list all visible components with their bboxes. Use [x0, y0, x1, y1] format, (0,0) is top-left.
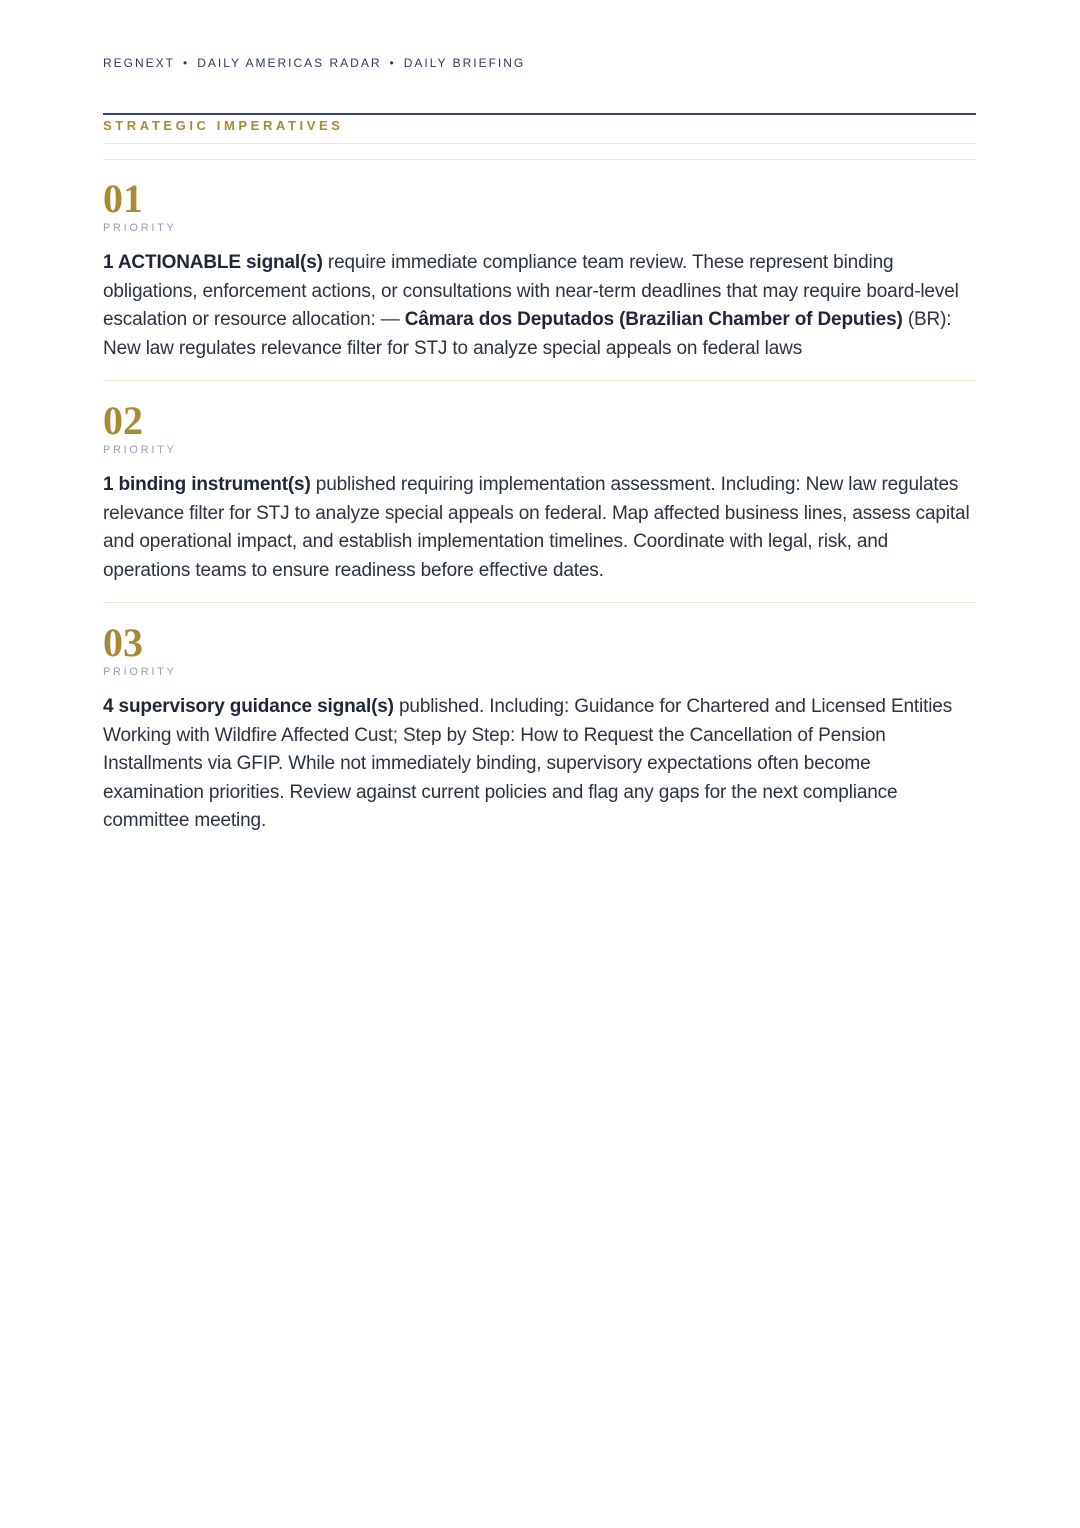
- section-divider: [103, 159, 976, 160]
- priority-number: 02: [103, 398, 143, 443]
- page-header: [103, 56, 525, 70]
- item-divider: [103, 602, 976, 603]
- priority-number: 01: [103, 176, 143, 221]
- brand-name: REGNEXT: [103, 56, 176, 70]
- priority-text: require immediate compliance team review. These represent binding obligations, enforcement actions, or consultations with near-term deadlines that may require board-level escalation or resource allocation: —: [103, 252, 959, 331]
- priority-label: PRIORITY: [103, 444, 177, 456]
- header-separator: •: [389, 56, 396, 70]
- priority-number: 03: [103, 620, 143, 665]
- priority-source: Câmara dos Deputados (Brazilian Chamber of Deputies): [404, 309, 903, 331]
- priority-lead: 4 supervisory guidance signal(s): [103, 696, 394, 717]
- priority-lead: 1 ACTIONABLE signal(s): [103, 252, 323, 273]
- priority-text: published requiring implementation assessment. Including: New law regulates relevance filter for STJ to analyze special appeals on federal. Map affected business lines, assess capital and operational impact, and establish implementation timelines. Coordinate with legal, risk, and operations teams to ensure readiness before effective dates.: [103, 474, 970, 581]
- priority-label: PRIORITY: [103, 666, 177, 678]
- priority-lead: 1 binding instrument(s): [103, 474, 311, 495]
- priority-item: [103, 400, 976, 585]
- header-divider: [103, 113, 976, 115]
- item-divider: [103, 380, 976, 381]
- priority-label: PRIORITY: [103, 222, 177, 234]
- priority-description: [103, 249, 976, 363]
- priority-item: [103, 622, 976, 836]
- header-separator: •: [183, 56, 190, 70]
- product-name: DAILY AMERICAS RADAR: [197, 56, 382, 70]
- section-title: STRATEGIC IMPERATIVES: [103, 118, 344, 133]
- edition-name: DAILY BRIEFING: [403, 56, 526, 70]
- priority-description: [103, 693, 976, 836]
- section-divider: [103, 143, 976, 144]
- priority-item: [103, 178, 976, 363]
- priority-text: (BR): New law regulates relevance filter for STJ to analyze special appeals on federal laws: [103, 309, 952, 359]
- priority-description: [103, 471, 976, 585]
- priority-text: published. Including: Guidance for Chartered and Licensed Entities Working with Wildfire Affected Cust; Step by Step: How to Request the Cancellation of Pension Installments via GFIP. While not immediately binding, supervisory expectations often become examination priorities. Review against current policies and flag any gaps for the next compliance committee meeting.: [103, 696, 953, 832]
